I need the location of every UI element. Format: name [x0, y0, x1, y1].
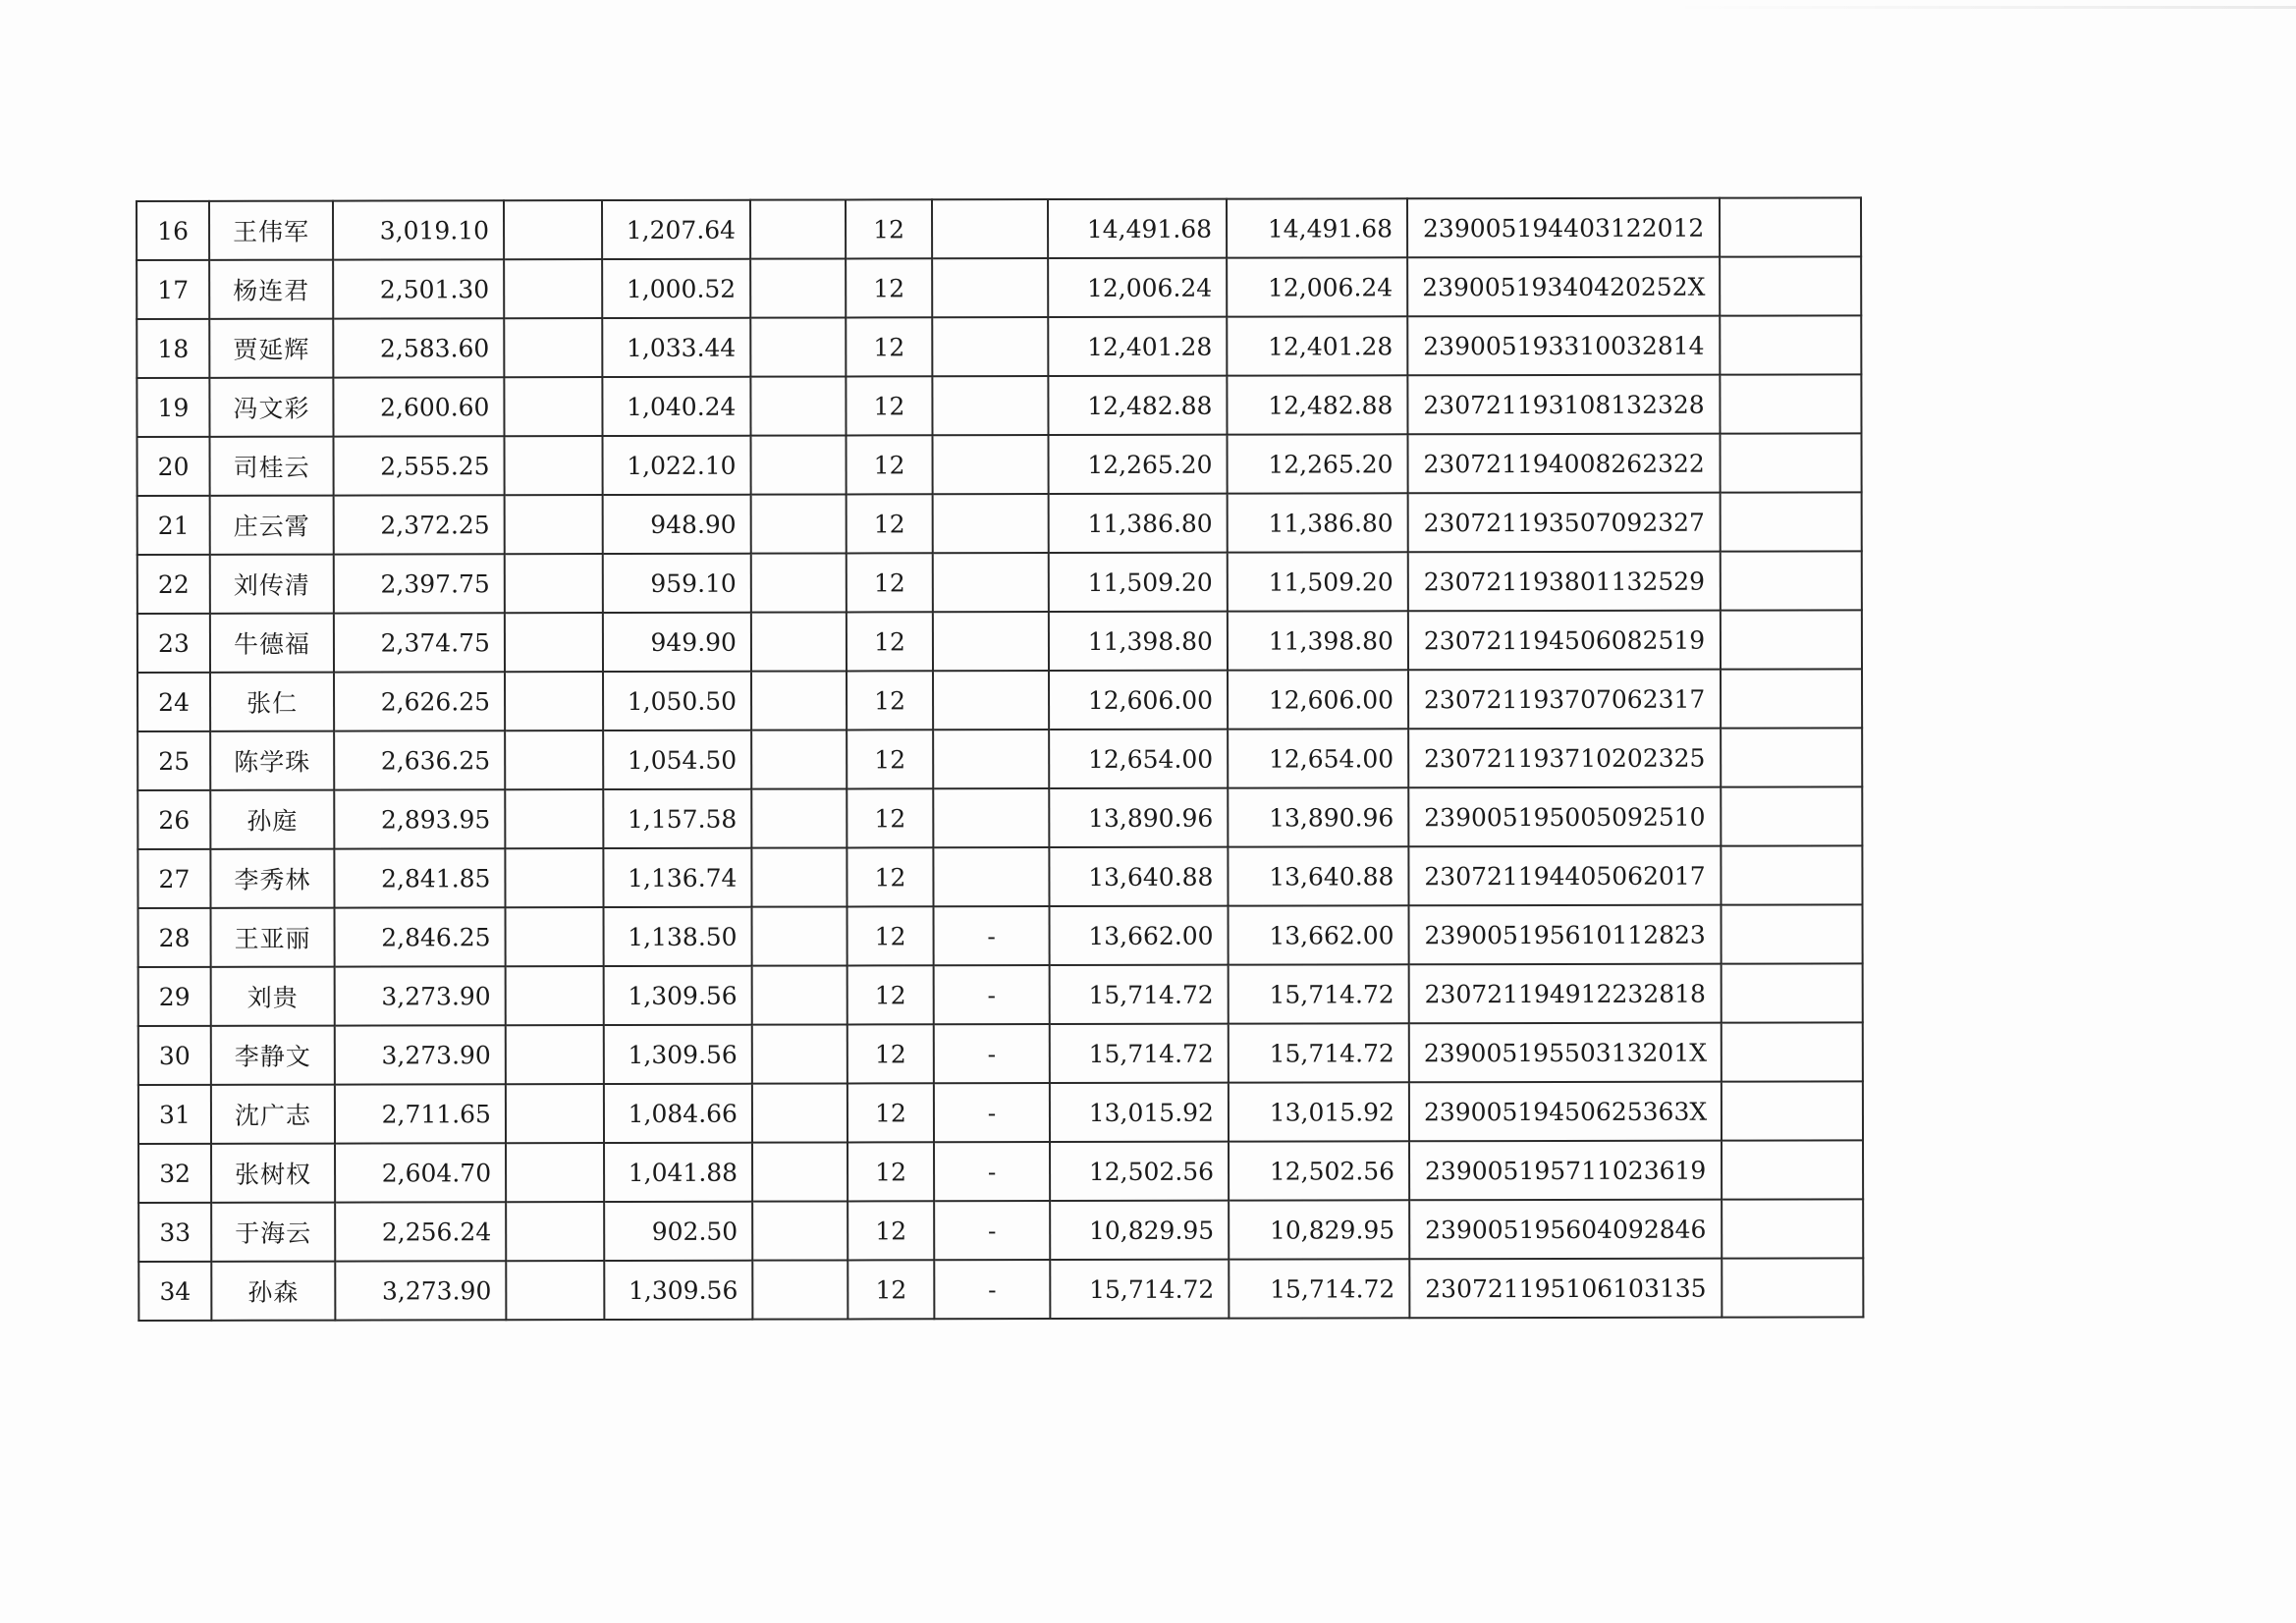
- mark-cell: [933, 435, 1049, 494]
- base-amount-cell: 3,273.90: [335, 966, 506, 1025]
- table-row: [137, 315, 1861, 378]
- name-cell: 牛德福: [210, 614, 334, 673]
- base-amount-cell: 2,372.25: [334, 495, 505, 554]
- name-cell: 张仁: [210, 673, 334, 731]
- blank-cell: [506, 1025, 604, 1084]
- subsidy-amount-cell: 1,309.56: [604, 966, 752, 1025]
- row-number-cell: 24: [137, 673, 210, 731]
- total-amount-cell: 11,509.20: [1049, 553, 1228, 612]
- blank-cell: [504, 259, 602, 318]
- note-cell: [1721, 786, 1862, 845]
- blank-cell: [505, 495, 603, 554]
- blank-cell: [505, 672, 603, 730]
- total-amount-cell: 15,714.72: [1050, 965, 1229, 1024]
- note-cell: [1722, 1081, 1863, 1140]
- name-cell: 杨连君: [209, 260, 333, 319]
- months-cell: 12: [847, 788, 933, 847]
- name-cell: 贾延辉: [209, 319, 333, 378]
- blank-cell: [505, 730, 603, 789]
- subsidy-amount-cell: 1,000.52: [602, 259, 750, 318]
- name-cell: 李静文: [211, 1026, 335, 1085]
- name-cell: 庄云霄: [210, 496, 334, 555]
- id-number-cell: 230721194405062017: [1408, 846, 1721, 906]
- months-cell: 12: [847, 494, 933, 553]
- total-amount-cell: 13,015.92: [1050, 1083, 1229, 1142]
- row-number-cell: 21: [137, 496, 210, 555]
- total-amount-cell: 12,265.20: [1049, 435, 1228, 494]
- base-amount-cell: 2,841.85: [334, 848, 505, 907]
- total-amount-cell: 12,502.56: [1050, 1142, 1229, 1201]
- months-cell: 12: [846, 317, 932, 376]
- mark-cell: [932, 199, 1048, 258]
- blank-cell: [750, 199, 846, 258]
- mark-cell: -: [934, 1083, 1050, 1142]
- table-row: [137, 433, 1862, 496]
- blank-cell: [506, 966, 604, 1025]
- note-cell: [1722, 963, 1863, 1022]
- months-cell: 12: [847, 906, 934, 965]
- note-cell: [1722, 904, 1863, 963]
- months-cell: 12: [847, 553, 933, 612]
- row-number-cell: 22: [137, 555, 210, 614]
- note-cell: [1722, 1258, 1863, 1317]
- name-cell: 刘贵: [211, 967, 335, 1026]
- table-row: [138, 1199, 1863, 1262]
- mark-cell: -: [934, 906, 1050, 965]
- base-amount-cell: 2,555.25: [334, 436, 505, 495]
- name-cell: 李秀林: [210, 849, 334, 908]
- blank-cell: [752, 906, 847, 965]
- row-number-cell: 31: [138, 1085, 211, 1144]
- allowance-table: [136, 196, 1865, 1322]
- id-number-cell: 230721193507092327: [1408, 493, 1721, 553]
- mark-cell: [932, 258, 1048, 317]
- subsidy-amount-cell: 1,054.50: [603, 730, 751, 789]
- row-number-cell: 34: [138, 1262, 211, 1321]
- row-number-cell: 23: [137, 614, 210, 673]
- subsidy-amount-cell: 902.50: [604, 1202, 752, 1261]
- table-row: [138, 1081, 1863, 1144]
- mark-cell: -: [934, 965, 1050, 1024]
- paid-amount-cell: 10,829.95: [1229, 1200, 1409, 1259]
- total-amount-cell: 13,890.96: [1049, 788, 1228, 847]
- id-number-cell: 23900519450625363X: [1409, 1082, 1722, 1142]
- paid-amount-cell: 13,890.96: [1228, 787, 1408, 846]
- scan-edge-shadow: [1669, 6, 2296, 9]
- blank-cell: [751, 553, 847, 612]
- id-number-cell: 239005195711023619: [1409, 1141, 1722, 1201]
- table-row: [137, 256, 1861, 319]
- months-cell: 12: [847, 612, 933, 671]
- name-cell: 张树权: [211, 1144, 335, 1203]
- total-amount-cell: 11,386.80: [1049, 494, 1228, 553]
- note-cell: [1720, 197, 1861, 256]
- base-amount-cell: 2,893.95: [334, 789, 505, 848]
- id-number-cell: 230721194506082519: [1408, 611, 1721, 671]
- row-number-cell: 17: [137, 260, 209, 319]
- paid-amount-cell: 11,509.20: [1228, 552, 1408, 611]
- total-amount-cell: 12,654.00: [1049, 730, 1228, 788]
- subsidy-amount-cell: 1,207.64: [602, 200, 750, 259]
- months-cell: 12: [847, 1260, 934, 1319]
- blank-cell: [504, 377, 602, 436]
- blank-cell: [505, 436, 603, 495]
- blank-cell: [752, 1142, 847, 1201]
- id-number-cell: 230721193108132328: [1407, 375, 1720, 435]
- note-cell: [1720, 256, 1861, 315]
- paid-amount-cell: 12,401.28: [1227, 316, 1407, 375]
- mark-cell: [932, 317, 1048, 376]
- mark-cell: -: [934, 1024, 1050, 1083]
- mark-cell: -: [934, 1201, 1050, 1260]
- blank-cell: [505, 848, 603, 907]
- base-amount-cell: 2,397.75: [334, 554, 505, 613]
- paid-amount-cell: 12,654.00: [1228, 729, 1408, 787]
- table-row: [138, 1258, 1863, 1321]
- months-cell: 12: [847, 1083, 934, 1142]
- subsidy-amount-cell: 1,309.56: [604, 1261, 752, 1320]
- name-cell: 刘传清: [210, 555, 334, 614]
- id-number-cell: 23900519550313201X: [1409, 1023, 1722, 1083]
- blank-cell: [506, 1202, 604, 1261]
- paid-amount-cell: 15,714.72: [1229, 964, 1409, 1023]
- subsidy-amount-cell: 1,022.10: [603, 436, 751, 495]
- mark-cell: [933, 553, 1049, 612]
- total-amount-cell: 12,006.24: [1048, 258, 1227, 317]
- id-number-cell: 239005194403122012: [1407, 198, 1720, 258]
- row-number-cell: 18: [137, 319, 209, 378]
- paid-amount-cell: 15,714.72: [1229, 1023, 1409, 1082]
- paid-amount-cell: 11,398.80: [1228, 611, 1408, 670]
- id-number-cell: 239005195610112823: [1409, 905, 1722, 965]
- table-row: [138, 963, 1863, 1026]
- base-amount-cell: 2,501.30: [333, 259, 504, 318]
- blank-cell: [752, 1260, 847, 1319]
- base-amount-cell: 2,846.25: [335, 907, 506, 966]
- blank-cell: [504, 318, 602, 377]
- table-row: [137, 669, 1862, 731]
- months-cell: 12: [846, 376, 932, 435]
- base-amount-cell: 2,626.25: [334, 672, 505, 730]
- paid-amount-cell: 11,386.80: [1228, 493, 1408, 552]
- table-row: [137, 374, 1861, 437]
- mark-cell: [932, 376, 1048, 435]
- blank-cell: [751, 612, 847, 671]
- name-cell: 孙森: [211, 1262, 335, 1321]
- total-amount-cell: 10,829.95: [1050, 1201, 1229, 1260]
- table-row: [137, 551, 1862, 614]
- row-number-cell: 29: [138, 967, 211, 1026]
- base-amount-cell: 2,583.60: [333, 318, 504, 377]
- table-row: [137, 845, 1862, 908]
- paid-amount-cell: 15,714.72: [1229, 1259, 1409, 1318]
- table-row: [137, 610, 1862, 673]
- table-row: [138, 1140, 1863, 1203]
- paid-amount-cell: 12,606.00: [1228, 670, 1408, 729]
- row-number-cell: 27: [137, 849, 210, 908]
- id-number-cell: 230721194912232818: [1409, 964, 1722, 1024]
- blank-cell: [752, 1024, 847, 1083]
- note-cell: [1721, 374, 1862, 433]
- subsidy-amount-cell: 1,050.50: [603, 672, 751, 730]
- note-cell: [1722, 1022, 1863, 1081]
- row-number-cell: 30: [138, 1026, 211, 1085]
- note-cell: [1722, 1199, 1863, 1258]
- row-number-cell: 33: [138, 1203, 211, 1262]
- total-amount-cell: 15,714.72: [1050, 1024, 1229, 1083]
- paid-amount-cell: 12,502.56: [1229, 1141, 1409, 1200]
- blank-cell: [506, 907, 604, 966]
- name-cell: 陈学珠: [210, 731, 334, 790]
- id-number-cell: 239005195604092846: [1409, 1200, 1722, 1260]
- id-number-cell: 23900519340420252X: [1407, 257, 1720, 317]
- name-cell: 王亚丽: [211, 908, 335, 967]
- paid-amount-cell: 13,662.00: [1229, 905, 1409, 964]
- blank-cell: [505, 789, 603, 848]
- paid-amount-cell: 12,265.20: [1228, 434, 1408, 493]
- mark-cell: [933, 671, 1049, 730]
- total-amount-cell: 12,482.88: [1048, 376, 1227, 435]
- base-amount-cell: 3,019.10: [333, 200, 504, 259]
- id-number-cell: 230721193710202325: [1408, 729, 1721, 788]
- blank-cell: [752, 1201, 847, 1260]
- mark-cell: [933, 612, 1049, 671]
- blank-cell: [750, 376, 846, 435]
- note-cell: [1720, 315, 1861, 374]
- row-number-cell: 26: [137, 790, 210, 849]
- id-number-cell: 239005195005092510: [1408, 787, 1721, 847]
- blank-cell: [504, 200, 602, 259]
- mark-cell: [933, 788, 1049, 847]
- months-cell: 12: [847, 847, 933, 906]
- row-number-cell: 25: [137, 731, 210, 790]
- total-amount-cell: 11,398.80: [1049, 612, 1228, 671]
- table-row: [137, 728, 1862, 790]
- base-amount-cell: 2,374.75: [334, 613, 505, 672]
- total-amount-cell: 14,491.68: [1048, 199, 1227, 258]
- note-cell: [1722, 1140, 1863, 1199]
- paid-amount-cell: 12,006.24: [1227, 257, 1407, 316]
- id-number-cell: 230721193801132529: [1408, 552, 1721, 612]
- note-cell: [1721, 433, 1862, 492]
- table-row: [138, 904, 1863, 967]
- base-amount-cell: 3,273.90: [335, 1025, 506, 1084]
- name-cell: 冯文彩: [209, 378, 333, 437]
- table-row: [138, 1022, 1863, 1085]
- table-row: [137, 786, 1862, 849]
- blank-cell: [506, 1084, 604, 1143]
- blank-cell: [505, 613, 603, 672]
- base-amount-cell: 2,711.65: [335, 1084, 506, 1143]
- blank-cell: [751, 788, 847, 847]
- blank-cell: [751, 435, 847, 494]
- id-number-cell: 230721194008262322: [1408, 434, 1721, 494]
- name-cell: 于海云: [211, 1203, 335, 1262]
- table-row: [137, 492, 1862, 555]
- base-amount-cell: 2,256.24: [335, 1202, 506, 1261]
- subsidy-amount-cell: 1,138.50: [604, 907, 752, 966]
- row-number-cell: 19: [137, 378, 209, 437]
- blank-cell: [750, 258, 846, 317]
- blank-cell: [751, 671, 847, 730]
- name-cell: 沈广志: [211, 1085, 335, 1144]
- blank-cell: [751, 847, 847, 906]
- row-number-cell: 28: [138, 908, 211, 967]
- name-cell: 司桂云: [210, 437, 334, 496]
- subsidy-amount-cell: 1,041.88: [604, 1143, 752, 1202]
- months-cell: 12: [847, 1201, 934, 1260]
- blank-cell: [750, 317, 846, 376]
- subsidy-amount-cell: 1,033.44: [602, 318, 750, 377]
- months-cell: 12: [847, 1142, 934, 1201]
- mark-cell: -: [934, 1260, 1050, 1319]
- table-body: [137, 197, 1864, 1321]
- row-number-cell: 32: [138, 1144, 211, 1203]
- paid-amount-cell: 13,640.88: [1228, 846, 1408, 905]
- subsidy-amount-cell: 1,157.58: [603, 789, 751, 848]
- paid-amount-cell: 14,491.68: [1227, 198, 1407, 257]
- name-cell: 孙庭: [210, 790, 334, 849]
- note-cell: [1721, 610, 1862, 669]
- mark-cell: [933, 730, 1049, 788]
- id-number-cell: 230721195106103135: [1409, 1259, 1722, 1319]
- base-amount-cell: 2,600.60: [333, 377, 504, 436]
- months-cell: 12: [846, 199, 932, 258]
- subsidy-amount-cell: 949.90: [603, 613, 751, 672]
- paid-amount-cell: 13,015.92: [1229, 1082, 1409, 1141]
- subsidy-amount-cell: 948.90: [603, 495, 751, 554]
- subsidy-amount-cell: 959.10: [603, 554, 751, 613]
- row-number-cell: 20: [137, 437, 210, 496]
- base-amount-cell: 3,273.90: [335, 1261, 506, 1320]
- total-amount-cell: 13,662.00: [1050, 906, 1229, 965]
- mark-cell: [933, 847, 1049, 906]
- subsidy-amount-cell: 1,040.24: [602, 377, 750, 436]
- total-amount-cell: 12,606.00: [1049, 671, 1228, 730]
- note-cell: [1721, 728, 1862, 786]
- subsidy-amount-cell: 1,084.66: [604, 1084, 752, 1143]
- total-amount-cell: 15,714.72: [1050, 1260, 1229, 1319]
- subsidy-amount-cell: 1,309.56: [604, 1025, 752, 1084]
- subsidy-amount-cell: 1,136.74: [603, 848, 751, 907]
- months-cell: 12: [847, 965, 934, 1024]
- row-number-cell: 16: [137, 201, 209, 260]
- blank-cell: [751, 730, 847, 788]
- total-amount-cell: 13,640.88: [1049, 847, 1228, 906]
- paid-amount-cell: 12,482.88: [1227, 375, 1407, 434]
- base-amount-cell: 2,636.25: [334, 730, 505, 789]
- blank-cell: [505, 554, 603, 613]
- note-cell: [1722, 845, 1863, 904]
- blank-cell: [752, 1083, 847, 1142]
- months-cell: 12: [847, 671, 933, 730]
- id-number-cell: 230721193707062317: [1408, 670, 1721, 730]
- note-cell: [1721, 492, 1862, 551]
- blank-cell: [506, 1261, 604, 1320]
- total-amount-cell: 12,401.28: [1048, 317, 1227, 376]
- months-cell: 12: [847, 1024, 934, 1083]
- mark-cell: [933, 494, 1049, 553]
- months-cell: 12: [847, 435, 933, 494]
- note-cell: [1721, 551, 1862, 610]
- months-cell: 12: [846, 258, 932, 317]
- blank-cell: [752, 965, 847, 1024]
- blank-cell: [506, 1143, 604, 1202]
- mark-cell: -: [934, 1142, 1050, 1201]
- name-cell: 王伟军: [209, 201, 333, 260]
- blank-cell: [751, 494, 847, 553]
- id-number-cell: 239005193310032814: [1407, 316, 1720, 376]
- note-cell: [1721, 669, 1862, 728]
- base-amount-cell: 2,604.70: [335, 1143, 506, 1202]
- months-cell: 12: [847, 730, 933, 788]
- table-row: [137, 197, 1861, 260]
